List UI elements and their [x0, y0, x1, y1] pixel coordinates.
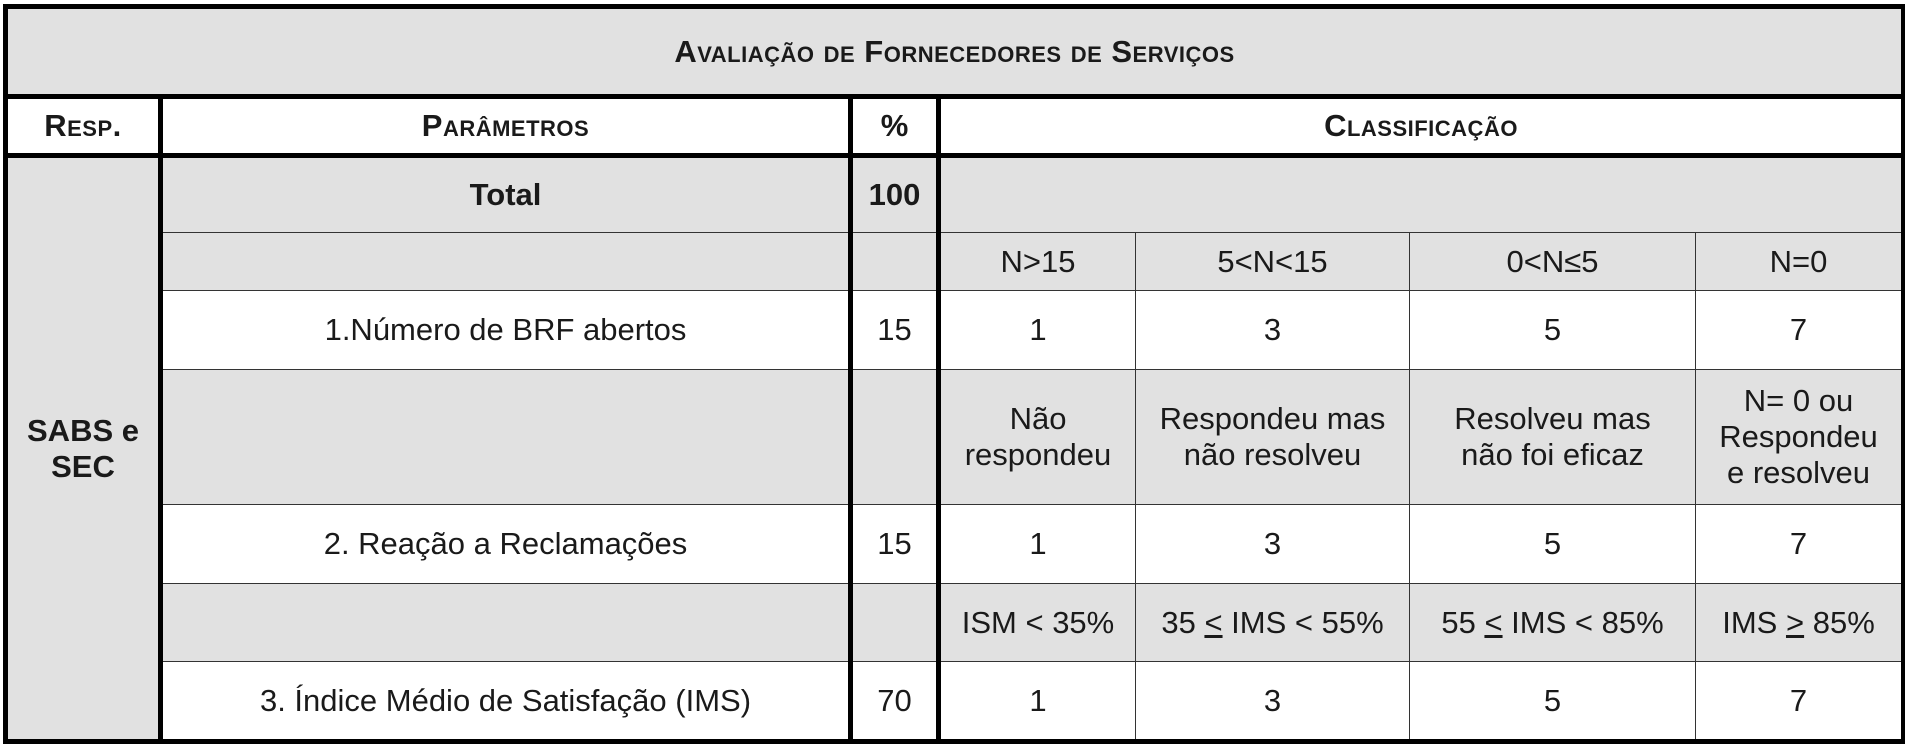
table-title: Avaliação de Fornecedores de Serviços: [6, 7, 1904, 97]
criteria-3-operator: <: [1484, 604, 1503, 640]
criteria-3-text: 35: [1161, 604, 1205, 640]
criteria-1-percent-empty: [851, 233, 939, 291]
resp-value-line1: SABS e: [27, 412, 139, 448]
param-3-percent: 70: [851, 662, 939, 742]
criteria-3-cell: [1696, 584, 1904, 662]
criteria-3-operator: <: [1204, 604, 1223, 640]
param-3-score: 7: [1696, 662, 1904, 742]
criteria-3-text: IMS < 55%: [1222, 604, 1384, 640]
param-3-score: 5: [1410, 662, 1696, 742]
total-percent: 100: [851, 156, 939, 233]
param-1-score: 5: [1410, 291, 1696, 370]
criteria-1-cell: N>15: [939, 233, 1136, 291]
supplier-evaluation-table: [3, 4, 1905, 744]
header-parametros: Parâmetros: [161, 97, 851, 156]
total-classification-empty: [939, 156, 1904, 233]
param-2-score: 7: [1696, 505, 1904, 584]
param-1-percent: 15: [851, 291, 939, 370]
criteria-2-line: respondeu: [964, 437, 1112, 472]
criteria-3-param-empty: [161, 584, 851, 662]
criteria-2-cell: [1696, 370, 1904, 505]
criteria-1-cell: 0<N≤5: [1410, 233, 1696, 291]
param-3-label: 3. Índice Médio de Satisfação (IMS): [161, 662, 851, 742]
param-1-score: 7: [1696, 291, 1904, 370]
criteria-3-percent-empty: [851, 584, 939, 662]
criteria-1-cell: 5<N<15: [1136, 233, 1410, 291]
param-1-score: 1: [939, 291, 1136, 370]
param-1-score: 3: [1136, 291, 1410, 370]
criteria-2-line: Respondeu: [1719, 419, 1878, 454]
evaluation-table-wrapper: [3, 4, 1901, 744]
param-2-score: 5: [1410, 505, 1696, 584]
criteria-3-text: ISM < 35%: [961, 604, 1115, 640]
criteria-3-cell: [1136, 584, 1410, 662]
criteria-3-operator: >: [1785, 604, 1805, 640]
param-1-label: 1.Número de BRF abertos: [161, 291, 851, 370]
param-3-score: 3: [1136, 662, 1410, 742]
criteria-2-line: Resolveu mas: [1454, 401, 1651, 436]
criteria-2-line: Não: [1009, 401, 1067, 436]
criteria-3-text: 85%: [1804, 604, 1875, 640]
resp-cell: [6, 156, 161, 742]
header-percent: %: [851, 97, 939, 156]
param-3-score: 1: [939, 662, 1136, 742]
criteria-2-line: não foi eficaz: [1461, 437, 1644, 472]
param-2-label: 2. Reação a Reclamações: [161, 505, 851, 584]
criteria-1-param-empty: [161, 233, 851, 291]
criteria-3-cell: [939, 584, 1136, 662]
criteria-2-line: Respondeu mas: [1159, 401, 1386, 436]
criteria-2-line: N= 0 ou: [1743, 383, 1854, 418]
criteria-1-cell: N=0: [1696, 233, 1904, 291]
criteria-2-line: e resolveu: [1727, 455, 1871, 490]
criteria-2-cell: [1410, 370, 1696, 505]
criteria-3-text: 55: [1441, 604, 1485, 640]
header-classificacao: Classificação: [939, 97, 1904, 156]
criteria-2-cell: [1136, 370, 1410, 505]
criteria-2-param-empty: [161, 370, 851, 505]
criteria-3-text: IMS: [1722, 604, 1786, 640]
criteria-3-text: IMS < 85%: [1502, 604, 1664, 640]
param-2-score: 3: [1136, 505, 1410, 584]
criteria-2-cell: [939, 370, 1136, 505]
criteria-2-percent-empty: [851, 370, 939, 505]
param-2-score: 1: [939, 505, 1136, 584]
total-label: Total: [161, 156, 851, 233]
param-2-percent: 15: [851, 505, 939, 584]
criteria-3-cell: [1410, 584, 1696, 662]
criteria-2-line: não resolveu: [1183, 437, 1362, 472]
resp-value-line2: SEC: [51, 448, 115, 484]
header-resp: Resp.: [6, 97, 161, 156]
